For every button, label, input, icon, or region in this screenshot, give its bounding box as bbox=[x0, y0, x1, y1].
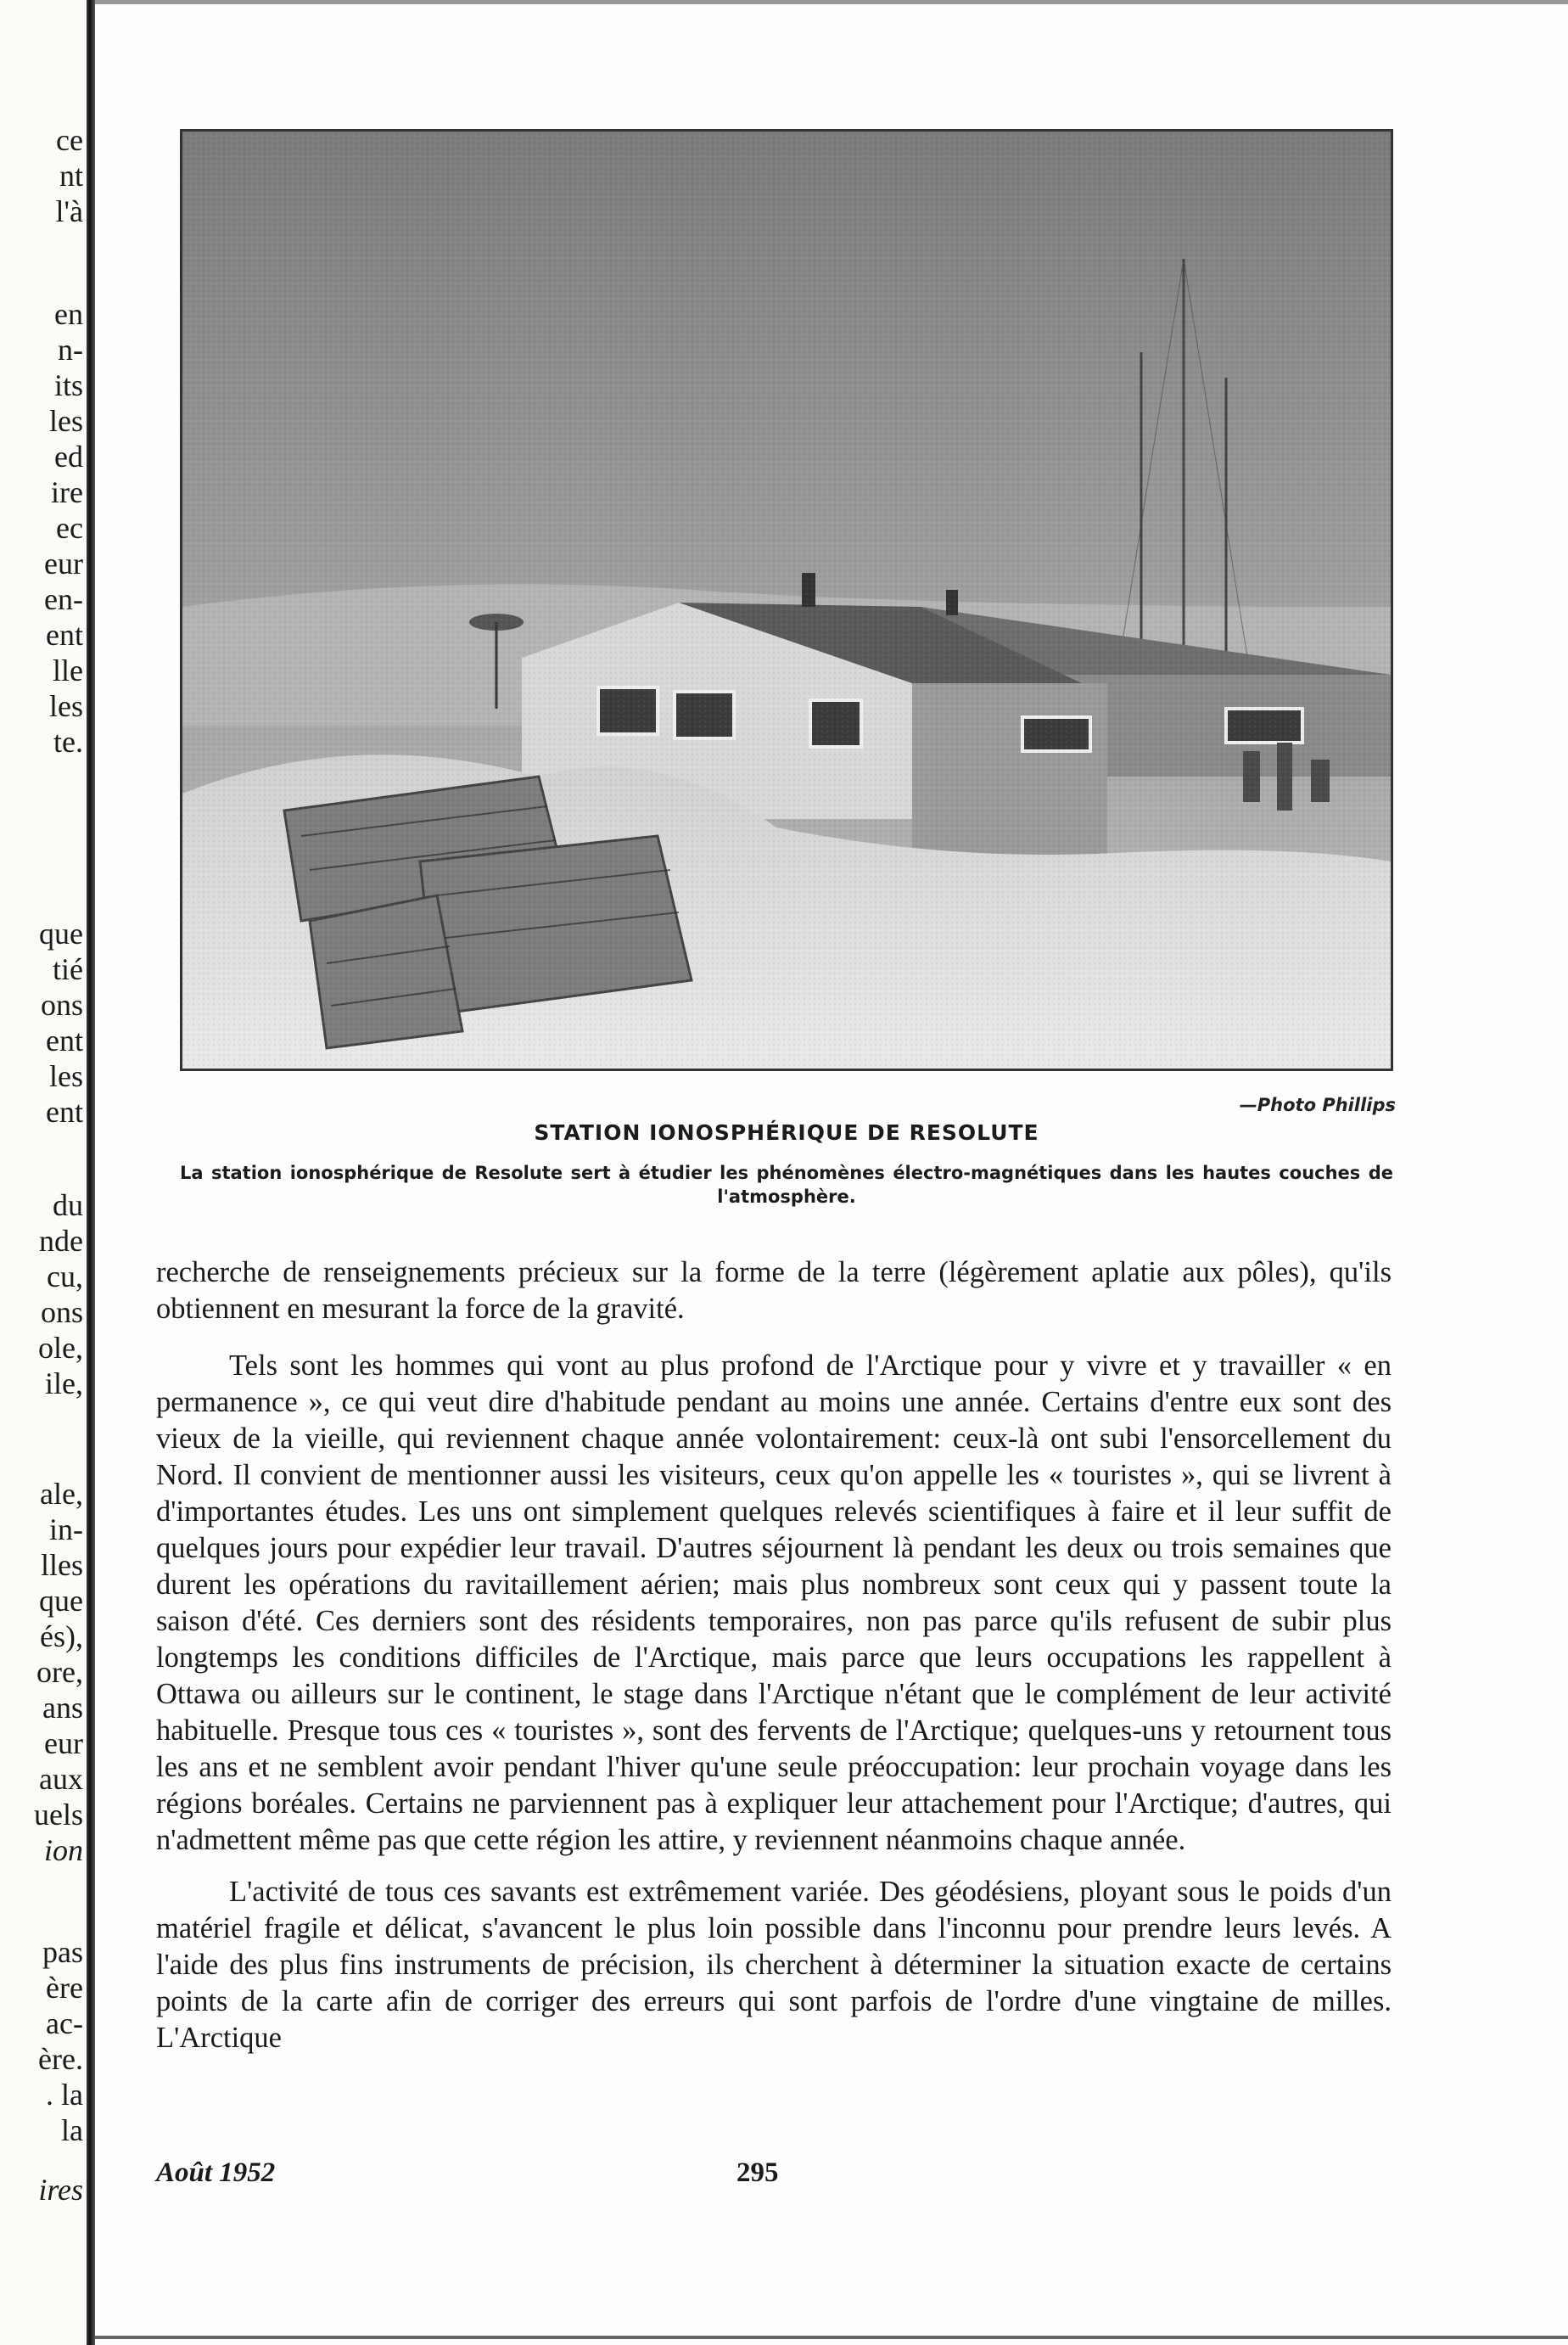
adjacent-page-fragment: in- bbox=[49, 1512, 83, 1546]
photo-credit: —Photo Phillips bbox=[1239, 1095, 1396, 1115]
caption-text: La station ionosphérique de Resolute sert à étudier les phénomènes électro-magnétiques dans les hautes couches de l'atmosphère. bbox=[180, 1163, 1393, 1207]
adjacent-page-fragment: ole, bbox=[38, 1331, 83, 1365]
article-paragraph: L'activité de tous ces savants est extrêmement variée. Des géodésiens, ployant sous le poids d'un matériel fragile et délicat, s'avancent le plus loin possible dans l'inconnu pour prendre leurs levés. A l'aide des plus fins instruments de précision, ils cherchent à déterminer la situation exacte de certains points de la carte afin de corriger des erreurs qui sont parfois de l'ordre d'une vingtaine de milles. L'Arctique bbox=[156, 1876, 1392, 2054]
article-paragraph: recherche de renseignements précieux sur la forme de la terre (légèrement aplatie aux pôles), qu'ils obtiennent en mesurant la force de la gravité. bbox=[156, 1256, 1392, 1325]
adjacent-page-fragment: és), bbox=[40, 1619, 83, 1653]
adjacent-page-fragment: eur bbox=[44, 1726, 83, 1760]
adjacent-page-fragment: ire bbox=[51, 475, 83, 509]
adjacent-page-fragment: ent bbox=[46, 1095, 83, 1129]
adjacent-page-fragment: que bbox=[39, 1584, 83, 1618]
adjacent-page-fragment: aux bbox=[39, 1762, 83, 1796]
adjacent-page-fragment: te. bbox=[53, 725, 83, 759]
adjacent-page-fragment: n- bbox=[58, 333, 83, 367]
adjacent-page-fragment: ale, bbox=[40, 1477, 83, 1511]
adjacent-page-fragment: ed bbox=[54, 440, 83, 474]
adjacent-page-fragment: ore, bbox=[36, 1655, 83, 1689]
adjacent-page-strip bbox=[0, 0, 92, 2345]
adjacent-page-fragment: lle bbox=[53, 654, 83, 687]
adjacent-page-fragment: . la bbox=[46, 2078, 83, 2112]
bottom-edge bbox=[95, 2336, 1568, 2339]
adjacent-page-fragment: ons bbox=[40, 1295, 83, 1329]
adjacent-page-fragment: ent bbox=[46, 618, 83, 652]
photo-illustration bbox=[182, 132, 1391, 1069]
adjacent-page-fragment: l'à bbox=[55, 194, 83, 228]
adjacent-page-fragment: ons bbox=[40, 988, 83, 1022]
adjacent-page-fragment: ère. bbox=[38, 2042, 83, 2076]
adjacent-page-fragment: les bbox=[49, 404, 83, 438]
binding-edge bbox=[87, 0, 95, 2345]
adjacent-page-fragment: du bbox=[53, 1188, 83, 1222]
adjacent-page-fragment: ce bbox=[56, 123, 83, 157]
article-body bbox=[156, 1254, 1392, 2072]
adjacent-page-fragment: uels bbox=[34, 1798, 83, 1832]
adjacent-page-fragment: its bbox=[53, 368, 83, 402]
adjacent-page-fragment: ac- bbox=[46, 2006, 83, 2040]
top-edge bbox=[95, 0, 1568, 4]
adjacent-page-fragment: que bbox=[39, 917, 83, 951]
article-paragraph: Tels sont les hommes qui vont au plus profond de l'Arctique pour y vivre et y travailler « en permanence », ce qui veut dire d'habitude pendant au moins une année. Certains d'entre eux sont des vieux de la vieille, qui reviennent chaque année volontairement: ceux-là ont subi l'ensorcellement du Nord. Il convient de mentionner aussi les visiteurs, ceux qu'on appelle les « touristes », qui se livrent à d'importantes études. Les uns ont simplement quelques relevés scientifiques à faire et il leur suffit de quelques jours pour expédier leur travail. D'autres séjournent là pendant les deux ou trois semaines que durent les opérations du ravitaillement aérien; mais plus nombreux sont ceux qui y passent toute la saison d'été. Ces derniers sont des résidents temporaires, non pas parce qu'ils refusent de subir plus longtemps les conditions difficiles de l'Arctique, mais parce que leurs occupations les rappellent à Ottawa ou ailleurs sur le continent, le stage dans l'Arctique n'étant que le complément de leur activité habituelle. Presque tous ces « touristes », sont des fervents de l'Arctique; quelques-uns y retournent tous les ans et ne semblent avoir pendant l'hiver qu'une seule préoccupation: leur prochain voyage dans les régions boréales. Certains ne parviennent pas à expliquer leur attachement pour l'Arctique; d'autres, qui n'admettent même pas que cette région les attire, y reviennent néanmoins chaque année. bbox=[156, 1349, 1392, 1856]
adjacent-page-fragment: la bbox=[61, 2113, 83, 2147]
adjacent-page-fragment: ires bbox=[38, 2173, 83, 2207]
adjacent-page-fragment: en bbox=[54, 297, 83, 331]
adjacent-page-fragment: ile, bbox=[45, 1366, 83, 1400]
adjacent-page-fragment: les bbox=[49, 1059, 83, 1093]
caption-title: STATION IONOSPHÉRIQUE DE RESOLUTE bbox=[534, 1120, 1039, 1145]
page-number: 295 bbox=[736, 2157, 779, 2188]
adjacent-page-fragment: tié bbox=[53, 952, 83, 986]
adjacent-page-fragment: les bbox=[49, 689, 83, 723]
issue-date: Août 1952 bbox=[156, 2157, 276, 2188]
adjacent-page-fragment: nt bbox=[59, 159, 83, 193]
adjacent-page-fragment: pas bbox=[42, 1935, 83, 1969]
adjacent-page-fragment: ent bbox=[46, 1024, 83, 1057]
adjacent-page-fragment: nde bbox=[39, 1224, 83, 1258]
adjacent-page-fragment: ans bbox=[42, 1691, 83, 1725]
adjacent-page-fragment: en- bbox=[44, 582, 83, 616]
ionospheric-station-photo bbox=[180, 129, 1393, 1071]
adjacent-page-fragment: lles bbox=[41, 1548, 83, 1582]
adjacent-page-fragment: cu, bbox=[47, 1259, 83, 1293]
adjacent-page-fragment: ec bbox=[56, 511, 83, 545]
adjacent-page-fragment: ère bbox=[46, 1971, 83, 2005]
adjacent-page-fragment: eur bbox=[44, 547, 83, 581]
adjacent-page-fragment: ion bbox=[43, 1833, 83, 1867]
